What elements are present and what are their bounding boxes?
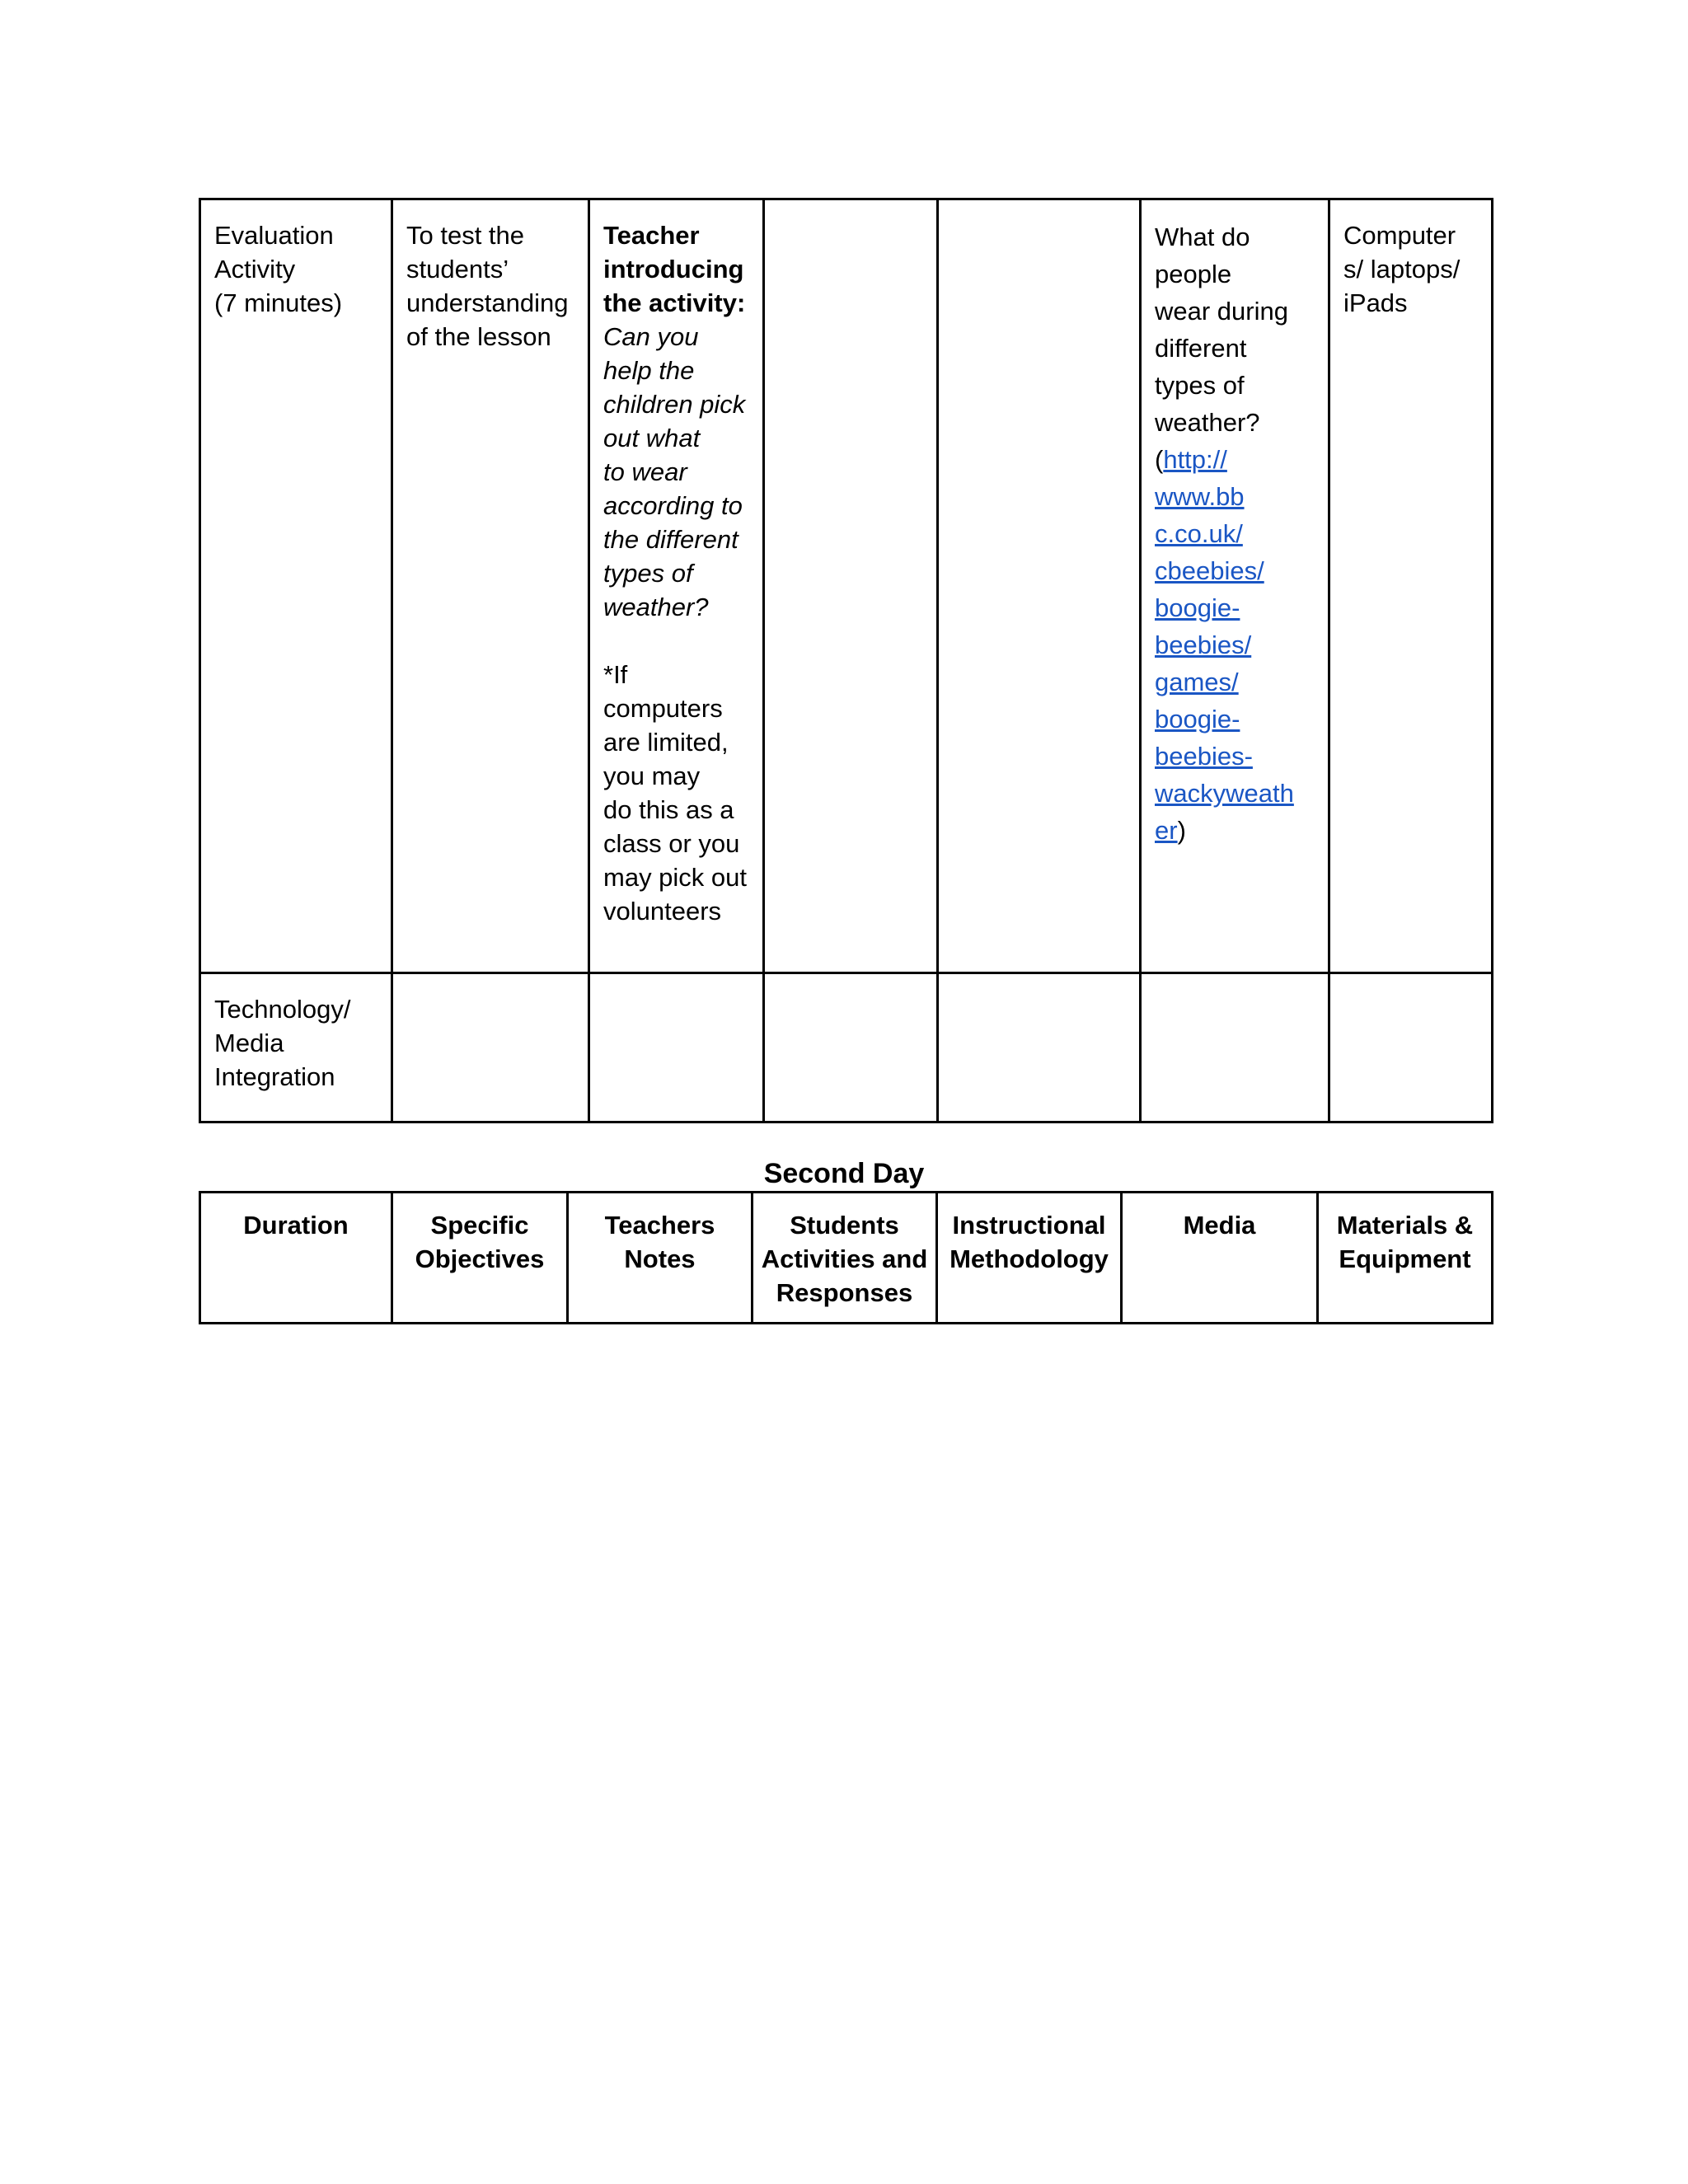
table-row bbox=[200, 199, 1493, 973]
evaluation-activity-cell bbox=[200, 199, 392, 973]
header-methodology-cell bbox=[937, 1193, 1122, 1324]
objective-cell bbox=[392, 199, 589, 973]
students-activities-text bbox=[765, 200, 936, 232]
header-teachers-notes: Teachers Notes bbox=[604, 1211, 715, 1273]
technology-integration-label: Technology/ Media Integration bbox=[214, 995, 351, 1091]
teacher-notes-note: *If computers are limited, you may do this as a class or you may pick out volunteers bbox=[603, 660, 748, 926]
evaluation-activity-label: Evaluation Activity (7 minutes) bbox=[214, 221, 343, 317]
header-media-cell bbox=[1122, 1193, 1318, 1324]
materials-text: Computer s/ laptops/ iPads bbox=[1343, 221, 1461, 317]
media-description: What do people wear during different types of weather? bbox=[1155, 223, 1288, 437]
evaluation-table bbox=[199, 198, 1493, 1123]
materials-cell bbox=[1329, 199, 1493, 973]
header-duration-cell bbox=[200, 1193, 392, 1324]
empty-cell bbox=[1329, 973, 1493, 1122]
header-objectives-cell bbox=[392, 1193, 568, 1324]
teacher-notes-cell bbox=[589, 199, 764, 973]
teacher-notes-content bbox=[590, 200, 762, 941]
second-day-table bbox=[199, 1191, 1493, 1324]
technology-integration-cell bbox=[200, 973, 392, 1122]
teacher-notes-heading: Teacher introducing the activity: bbox=[603, 221, 746, 317]
students-activities-cell bbox=[764, 199, 938, 973]
empty-cell bbox=[589, 973, 764, 1122]
objective-text: To test the students’ understanding of the lesson bbox=[406, 221, 569, 351]
media-cell bbox=[1141, 199, 1329, 973]
methodology-cell bbox=[938, 199, 1141, 973]
header-materials-cell bbox=[1318, 1193, 1493, 1324]
header-duration: Duration bbox=[243, 1211, 349, 1240]
teacher-notes-question: Can you help the children pick out what to wear according to the different types of weather? bbox=[603, 322, 746, 621]
header-specific-objectives: Specific Objectives bbox=[415, 1211, 545, 1273]
header-students-activities: Students Activities and Responses bbox=[761, 1211, 928, 1307]
methodology-text bbox=[939, 200, 1139, 232]
empty-cell bbox=[392, 973, 589, 1122]
media-link[interactable]: http:// www.bb c.co.uk/ cbeebies/ boogie- beebies/ games/ boogie- beebies- wackyweath er bbox=[1155, 445, 1294, 845]
header-instructional-methodology: Instructional Methodology bbox=[950, 1211, 1109, 1273]
header-teachers-notes-cell bbox=[568, 1193, 753, 1324]
empty-cell bbox=[938, 973, 1141, 1122]
empty-cell bbox=[1141, 973, 1329, 1122]
media-link-open-paren: ( bbox=[1155, 445, 1164, 474]
section-title: Second Day bbox=[763, 1158, 925, 1189]
header-materials-equipment: Materials & Equipment bbox=[1336, 1211, 1474, 1273]
header-students-activities-cell bbox=[753, 1193, 937, 1324]
table-header-row bbox=[200, 1193, 1493, 1324]
media-content bbox=[1142, 200, 1328, 862]
table-row bbox=[200, 973, 1493, 1122]
header-media: Media bbox=[1183, 1211, 1256, 1240]
media-link-close-paren: ) bbox=[1177, 816, 1186, 845]
empty-cell bbox=[764, 973, 938, 1122]
